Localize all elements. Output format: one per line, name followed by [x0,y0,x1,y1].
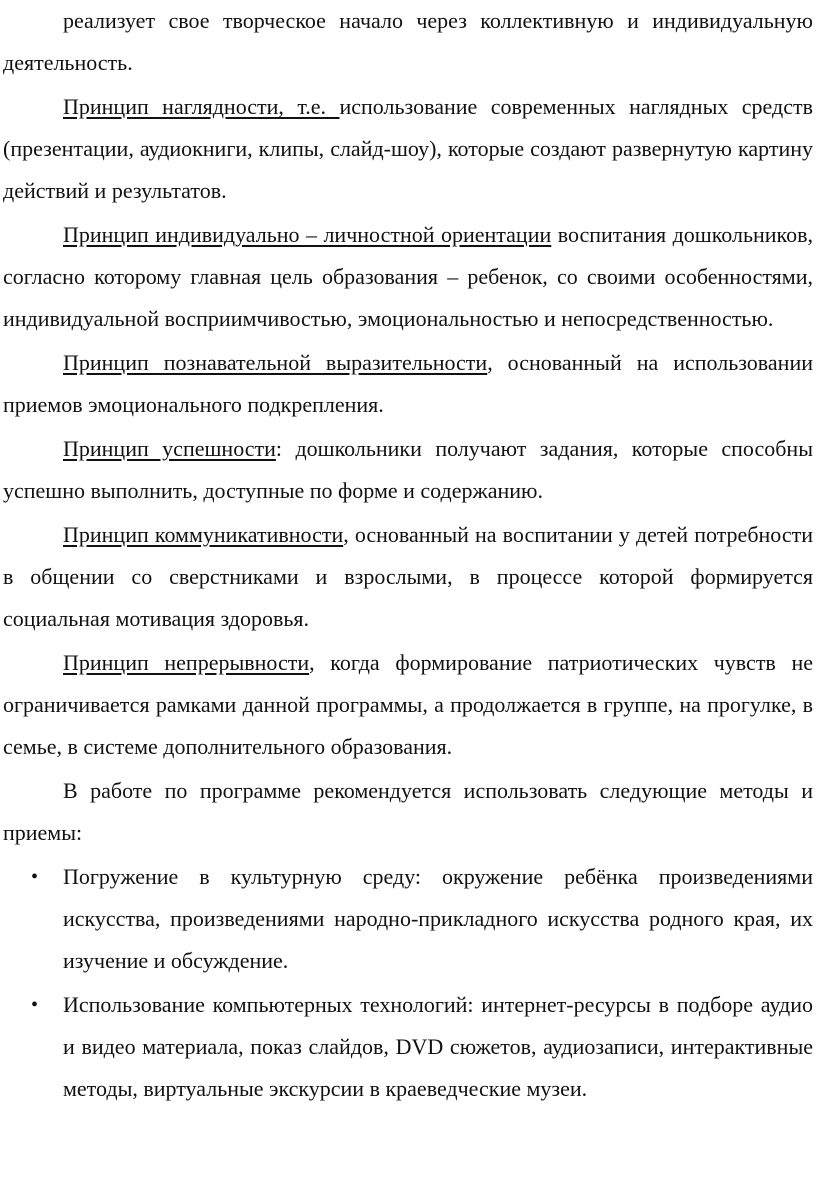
principle-heading: Принцип познавательной выразительности [63,350,488,375]
principle-heading: Принцип наглядности, т.е. [63,94,340,119]
paragraph-text: воспитания дошкольников, согласно которому главная цель образования – ребенок, со своими особенностями, индивидуальной восприимчивостью, эмоциональностью и непосредственностью. [3,222,814,331]
bullet-icon: • [31,866,39,888]
paragraph-methods-intro [3,770,813,854]
principle-heading: Принцип успешности [63,436,276,461]
principle-heading: Принцип непрерывности [63,650,310,675]
paragraph-visual-principle [3,86,813,212]
list-item-text: Погружение в культурную среду: окружение ребёнка произведениями искусства, произведениями народно-прикладного искусства родного края, их изучение и обсуждение. [63,864,813,973]
paragraph-text: , когда формирование патриотических чувств не ограничивается рамками данной программы, а продолжается в группе, на прогулке, в семье, в системе дополнительного образования. [3,650,813,759]
paragraph-continuation [3,0,813,84]
principle-heading: Принцип коммуникативности [63,522,344,547]
list-item [3,856,813,982]
bullet-icon: • [31,994,39,1016]
paragraph-text: , основанный на использовании приемов эмоционального подкрепления. [3,350,813,417]
paragraph-text: реализует свое творческое начало через коллективную и индивидуальную деятельность. [3,8,813,75]
paragraph-text: использование современных наглядных средств (презентации, аудиокниги, клипы, слайд-шоу), которые создают развернутую картину действий и результатов. [3,94,813,203]
methods-list [3,856,813,1110]
list-item [3,984,813,1110]
paragraph-text: , основанный на воспитании у детей потребности в общении со сверстниками и взрослыми, в процессе которой формируется социальная мотивация здоровья. [3,522,813,631]
paragraph-text: : дошкольники получают задания, которые способны успешно выполнить, доступные по форме и содержанию. [3,436,813,503]
paragraph-individual-principle [3,214,813,340]
paragraph-success-principle [3,428,813,512]
principle-heading: Принцип индивидуально – личностной ориентации [63,222,552,247]
paragraph-continuity-principle [3,642,813,768]
paragraph-expressiveness-principle [3,342,813,426]
paragraph-text: В работе по программе рекомендуется использовать следующие методы и приемы: [3,778,813,845]
paragraph-communication-principle [3,514,813,640]
list-item-text: Использование компьютерных технологий: интернет-ресурсы в подборе аудио и видео материала, показ слайдов, DVD сюжетов, аудиозаписи, интерактивные методы, виртуальные экскурсии в краеведческие музеи. [63,992,813,1101]
